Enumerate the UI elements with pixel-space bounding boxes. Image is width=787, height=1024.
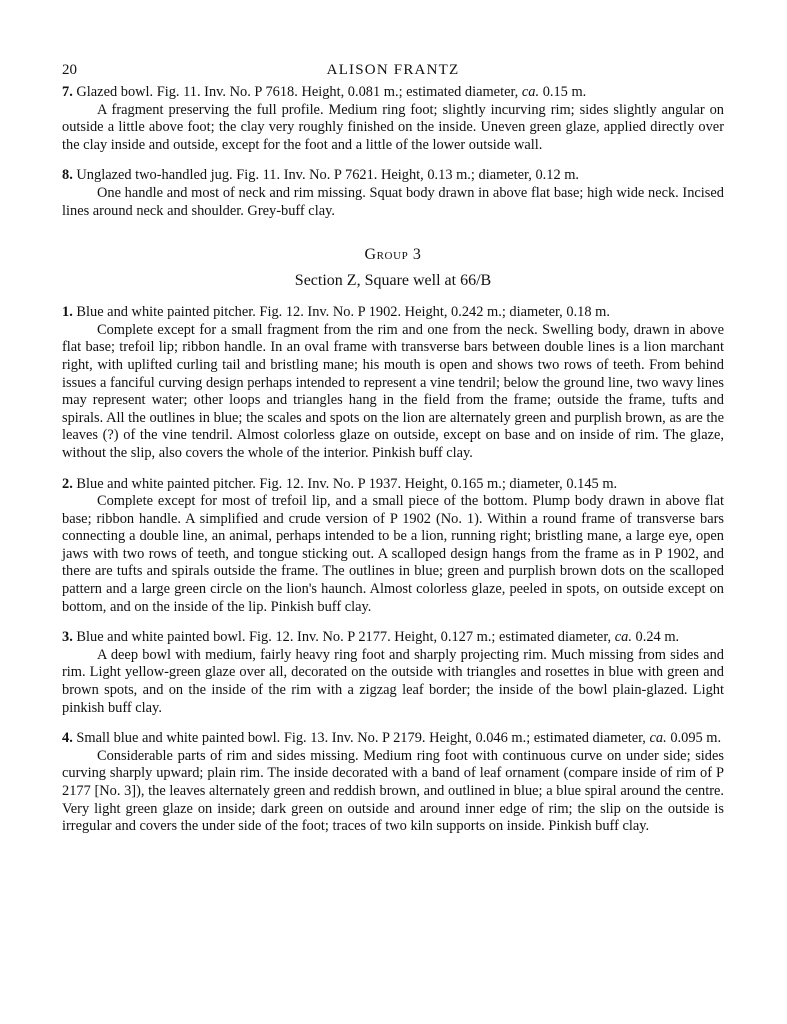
entry-number: 4. [62,730,73,747]
entry-description: A fragment preserving the full profile. Medium ring foot; slightly incurving rim; sides slightly angular on outside a little above foot; the clay very roughly finished on the inside. Uneven green glaze, applied directly over the clay inside and outside, except for the foot and a little of the lower outside wall. [62,101,724,153]
entry-heading [62,84,724,102]
catalog-entry-3 [62,629,724,717]
entry-number: 7. [62,84,73,100]
running-title: ALISON FRANTZ [326,62,460,78]
entry-heading-end: 0.15 m. [542,84,587,100]
group-heading: Group 3 [364,246,422,264]
entry-number: 2. [62,475,73,492]
entry-description: Considerable parts of rim and sides missing. Medium ring foot with continuous curve on under side; sides curving sharply upward; plain rim. The inside decorated with a band of leaf ornament (compare inside of rim of P 2177 [No. 3]), the leaves alternately green and reddish brown, and outlined in blue; a blue spiral around the centre. Very light green glaze on inside; dark green on outside and around inner edge of rim; the slip on the outside is irregular and covers the under side of the foot; traces of two kiln supports on inside. Pinkish buff clay. [62,747,724,835]
catalog-entry-7 [62,84,724,154]
catalog-entry-1 [62,304,724,462]
entry-number: 3. [62,629,73,646]
catalog-entry-2 [62,476,724,617]
entry-heading-end: 0.095 m. [670,730,722,747]
entry-heading-end: 0.24 m. [635,629,680,646]
page-number: 20 [62,62,77,78]
entry-heading-text: Blue and white painted pitcher. Fig. 12. Inv. No. P 1902. Height, 0.242 m.; diameter, 0.18 m. [76,304,610,321]
page [62,58,724,849]
entry-heading-italic: ca. [521,84,540,100]
entry-heading [62,476,724,494]
catalog-entry-8 [62,167,724,220]
catalog-entry-4 [62,730,724,836]
entry-heading-text: Glazed bowl. Fig. 11. Inv. No. P 7618. Height, 0.081 m.; estimated diameter, [76,84,519,100]
entry-description: Complete except for most of trefoil lip, and a small piece of the bottom. Plump body drawn in above flat base; ribbon handle. A simplified and crude version of P 1902 (No. 1). Within a round frame of transverse bars connecting a double line, an animal, perhaps intended to be a lion, running right; bristling mane, a large eye, open jaws with two rows of teeth, and tongue sticking out. A scalloped design hangs from the frame as in P 1902, and there are tufts and spirals outside the frame. The outlines in blue; green and purplish brown dots on the scalloped pattern and a large green circle on the lion's haunch. Almost colorless glaze, peeled in spots, on outside except on bottom, and on the inside of the lip. Pinkish buff clay. [62,493,724,615]
entry-heading-text: Small blue and white painted bowl. Fig. 13. Inv. No. P 2179. Height, 0.046 m.; estimated diameter, [76,730,646,747]
entry-heading [62,167,724,185]
running-head [62,58,724,84]
entry-description: A deep bowl with medium, fairly heavy ring foot and sharply projecting rim. Much missing from sides and rim. Light yellow-green glaze over all, decorated on the outside with triangles and rosettes in blue with green and brown spots, and on the inside of the rim with a zigzag leaf border; the inside of the bowl plain-glazed. Light pinkish buff clay. [62,646,724,716]
entry-heading-text: Blue and white painted pitcher. Fig. 12. Inv. No. P 1937. Height, 0.165 m.; diameter, 0.145 m. [76,475,618,492]
section-heading: Section Z, Square well at 66/B [294,272,492,290]
entry-heading-text: Blue and white painted bowl. Fig. 12. Inv. No. P 2177. Height, 0.127 m.; estimated diameter, [76,629,612,646]
entry-number: 1. [62,304,73,321]
entry-heading [62,304,724,322]
entry-heading-italic: ca. [614,629,632,646]
entry-description: One handle and most of neck and rim missing. Squat body drawn in above flat base; high wide neck. Incised lines around neck and shoulder. Grey-buff clay. [62,184,724,219]
entry-heading-italic: ca. [649,730,667,747]
entry-heading-text: Unglazed two-handled jug. Fig. 11. Inv. No. P 7621. Height, 0.13 m.; diameter, 0.12 m. [76,167,580,184]
entry-heading [62,629,724,647]
entry-description: Complete except for a small fragment from the rim and one from the neck. Swelling body, drawn in above flat base; trefoil lip; ribbon handle. In an oval frame with transverse bars between double lines is a lion marchant right, with uplifted curling tail and bristling mane; his mouth is open and shows two rows of teeth. From behind issues a fanciful curving design perhaps intended to represent a vine tendril; below the ground line, two wavy lines may represent water; other loops and triangles hang in the field from the frame; outside the frame, tufts and spirals. All the outlines in blue; the scales and spots on the lion are alternately green and purplish brown, as are the leaves (?) of the vine tendril. Almost colorless glaze on outside, except on base and on inside of rim. The glaze, without the slip, also covers the whole of the interior. Pinkish buff clay. [62,321,724,461]
entry-heading [62,730,724,748]
entry-number: 8. [62,167,73,184]
